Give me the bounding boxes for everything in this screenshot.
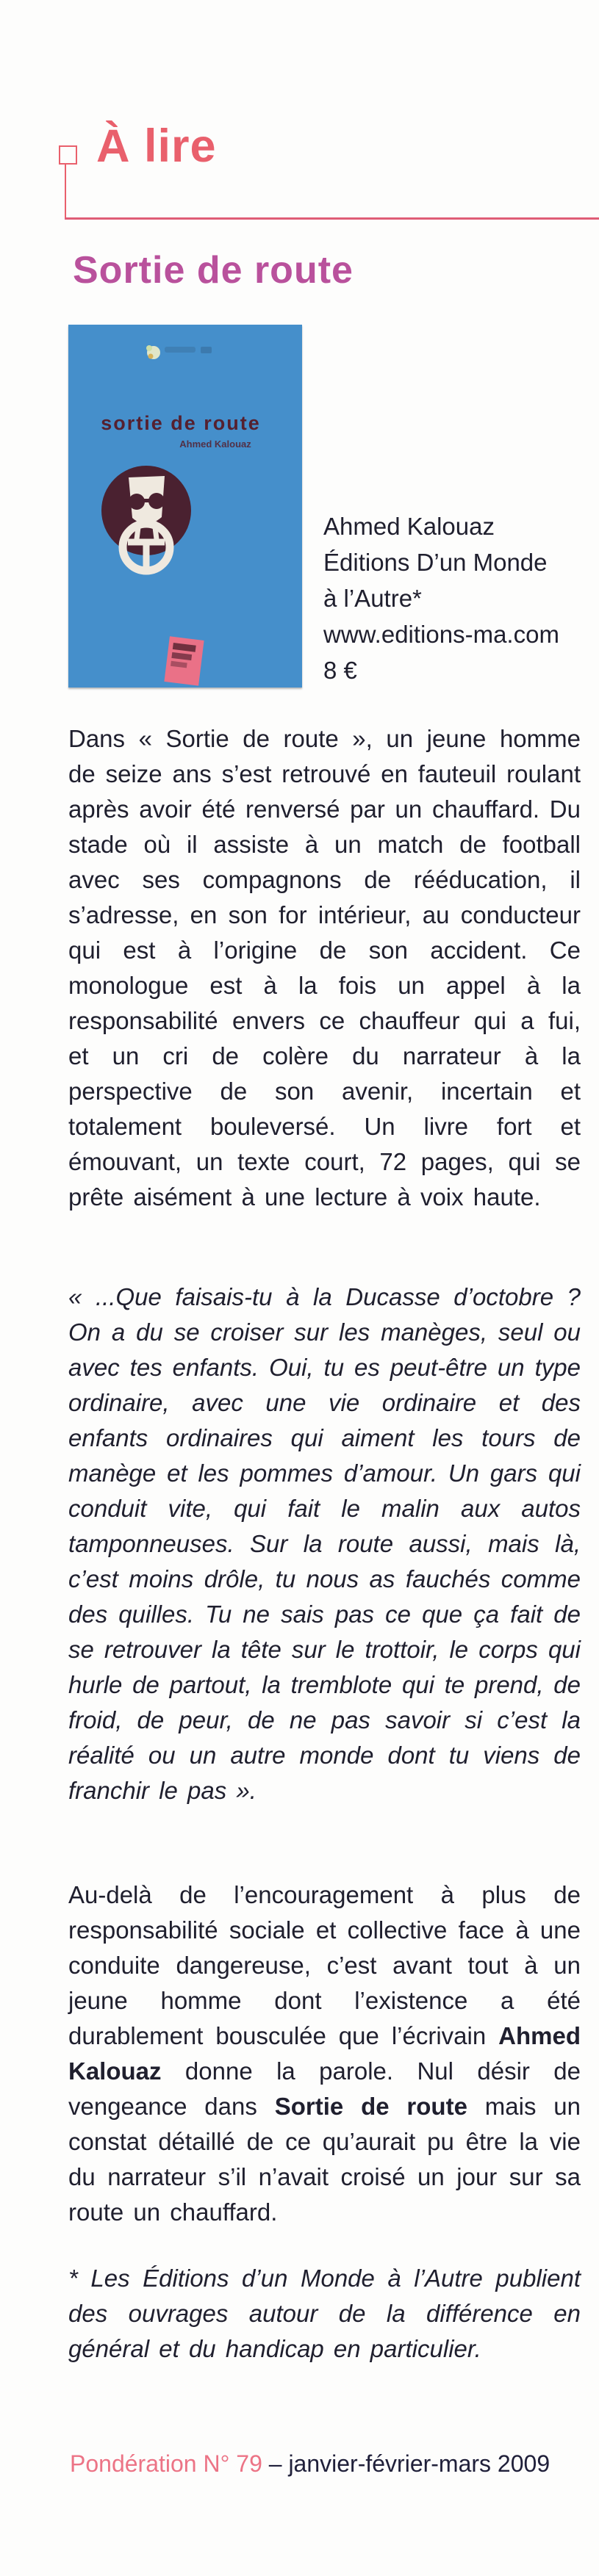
cover-stamp: [164, 636, 204, 685]
book-publisher-line-1: Éditions D’un Monde: [323, 549, 548, 576]
footnote: * Les Éditions d’un Monde à l’Autre publient des ouvrages autour de la différence en général et du handicap en particulier.: [68, 2265, 581, 2362]
conclusion-title-bold: Sortie de route: [274, 2093, 467, 2120]
book-info: [323, 508, 559, 688]
book-website: www.editions-ma.com: [323, 621, 559, 648]
conclusion-author-bold: Ahmed Kalouaz: [68, 2022, 581, 2085]
book-cover: [68, 325, 302, 688]
page-footer: [70, 2450, 550, 2478]
section-header: À lire: [96, 120, 217, 172]
cover-author: Ahmed Kalouaz: [179, 439, 251, 450]
header-rule: [65, 217, 599, 220]
section-marker-line: [65, 163, 66, 219]
conclusion-text: Au-delà de l’encouragement à plus de responsabilité sociale et collective face à une conduite dangereuse, c’est avant tout à un jeune homme dont l’existence a été durablement bousculée que l’écrivain: [68, 1881, 581, 2049]
conclusion-text: donne la parole. Nul désir de vengeance dans: [68, 2057, 581, 2120]
footer-magazine: Pondération N° 79: [70, 2450, 262, 2477]
footer-issue: – janvier-février-mars 2009: [268, 2450, 550, 2477]
quote-paragraph: « ...Que faisais-tu à la Ducasse d’octobre ? On a du se croiser sur les manèges, seul ou avec tes enfants. Oui, tu es peut-être un type ordinaire, avec une vie ordinaire et des enfants ordinaires qui aiment les tours de manège et les pommes d’amour. Un gars qui conduit vite, qui fait le malin aux autos tamponneuses. Sur la route aussi, mais là, c’est moins drôle, tu nous as fauchés comme des quilles. Tu ne sais pas ce que ça fait de se retrouver la tête sur le trottoir, le corps qui hurle de partout, la tremblote qui te prend, de froid, de peur, de ne pas savoir si c’est la réalité ou un autre monde dont tu viens de franchir le pas ».: [68, 1283, 581, 1804]
book-cover-image: [68, 325, 302, 688]
paragraph-intro: Dans « Sortie de route », un jeune homme de seize ans s’est retrouvé en fauteuil roulant après avoir été renversé par un chauffard. Du stade où il assiste à un match de football avec ses compagnons de rééducation, il s’adresse, en son for intérieur, au conducteur qui est à l’origine de son accident. Ce monologue est à la fois un appel à la responsabilité envers ce chauffeur qui a fui, et un cri de colère du narrateur à la perspective de son avenir, incertain et totalement bouleversé. Un livre fort et émouvant, un texte court, 72 pages, qui se prête aisément à une lecture à voix haute.: [68, 725, 581, 1211]
paragraph-conclusion: [68, 1877, 581, 2230]
conclusion-text: mais un constat détaillé de ce qu’aurait pu être la vie du narrateur s’il n’avait croisé un jour sur sa route un chauffard.: [68, 2093, 581, 2226]
book-price: 8 €: [323, 657, 357, 684]
book-author: Ahmed Kalouaz: [323, 513, 495, 540]
section-marker-icon: [59, 145, 77, 165]
book-publisher-line-2: à l’Autre*: [323, 585, 422, 612]
article-title: Sortie de route: [73, 249, 354, 292]
cover-title: sortie de route: [101, 412, 261, 434]
